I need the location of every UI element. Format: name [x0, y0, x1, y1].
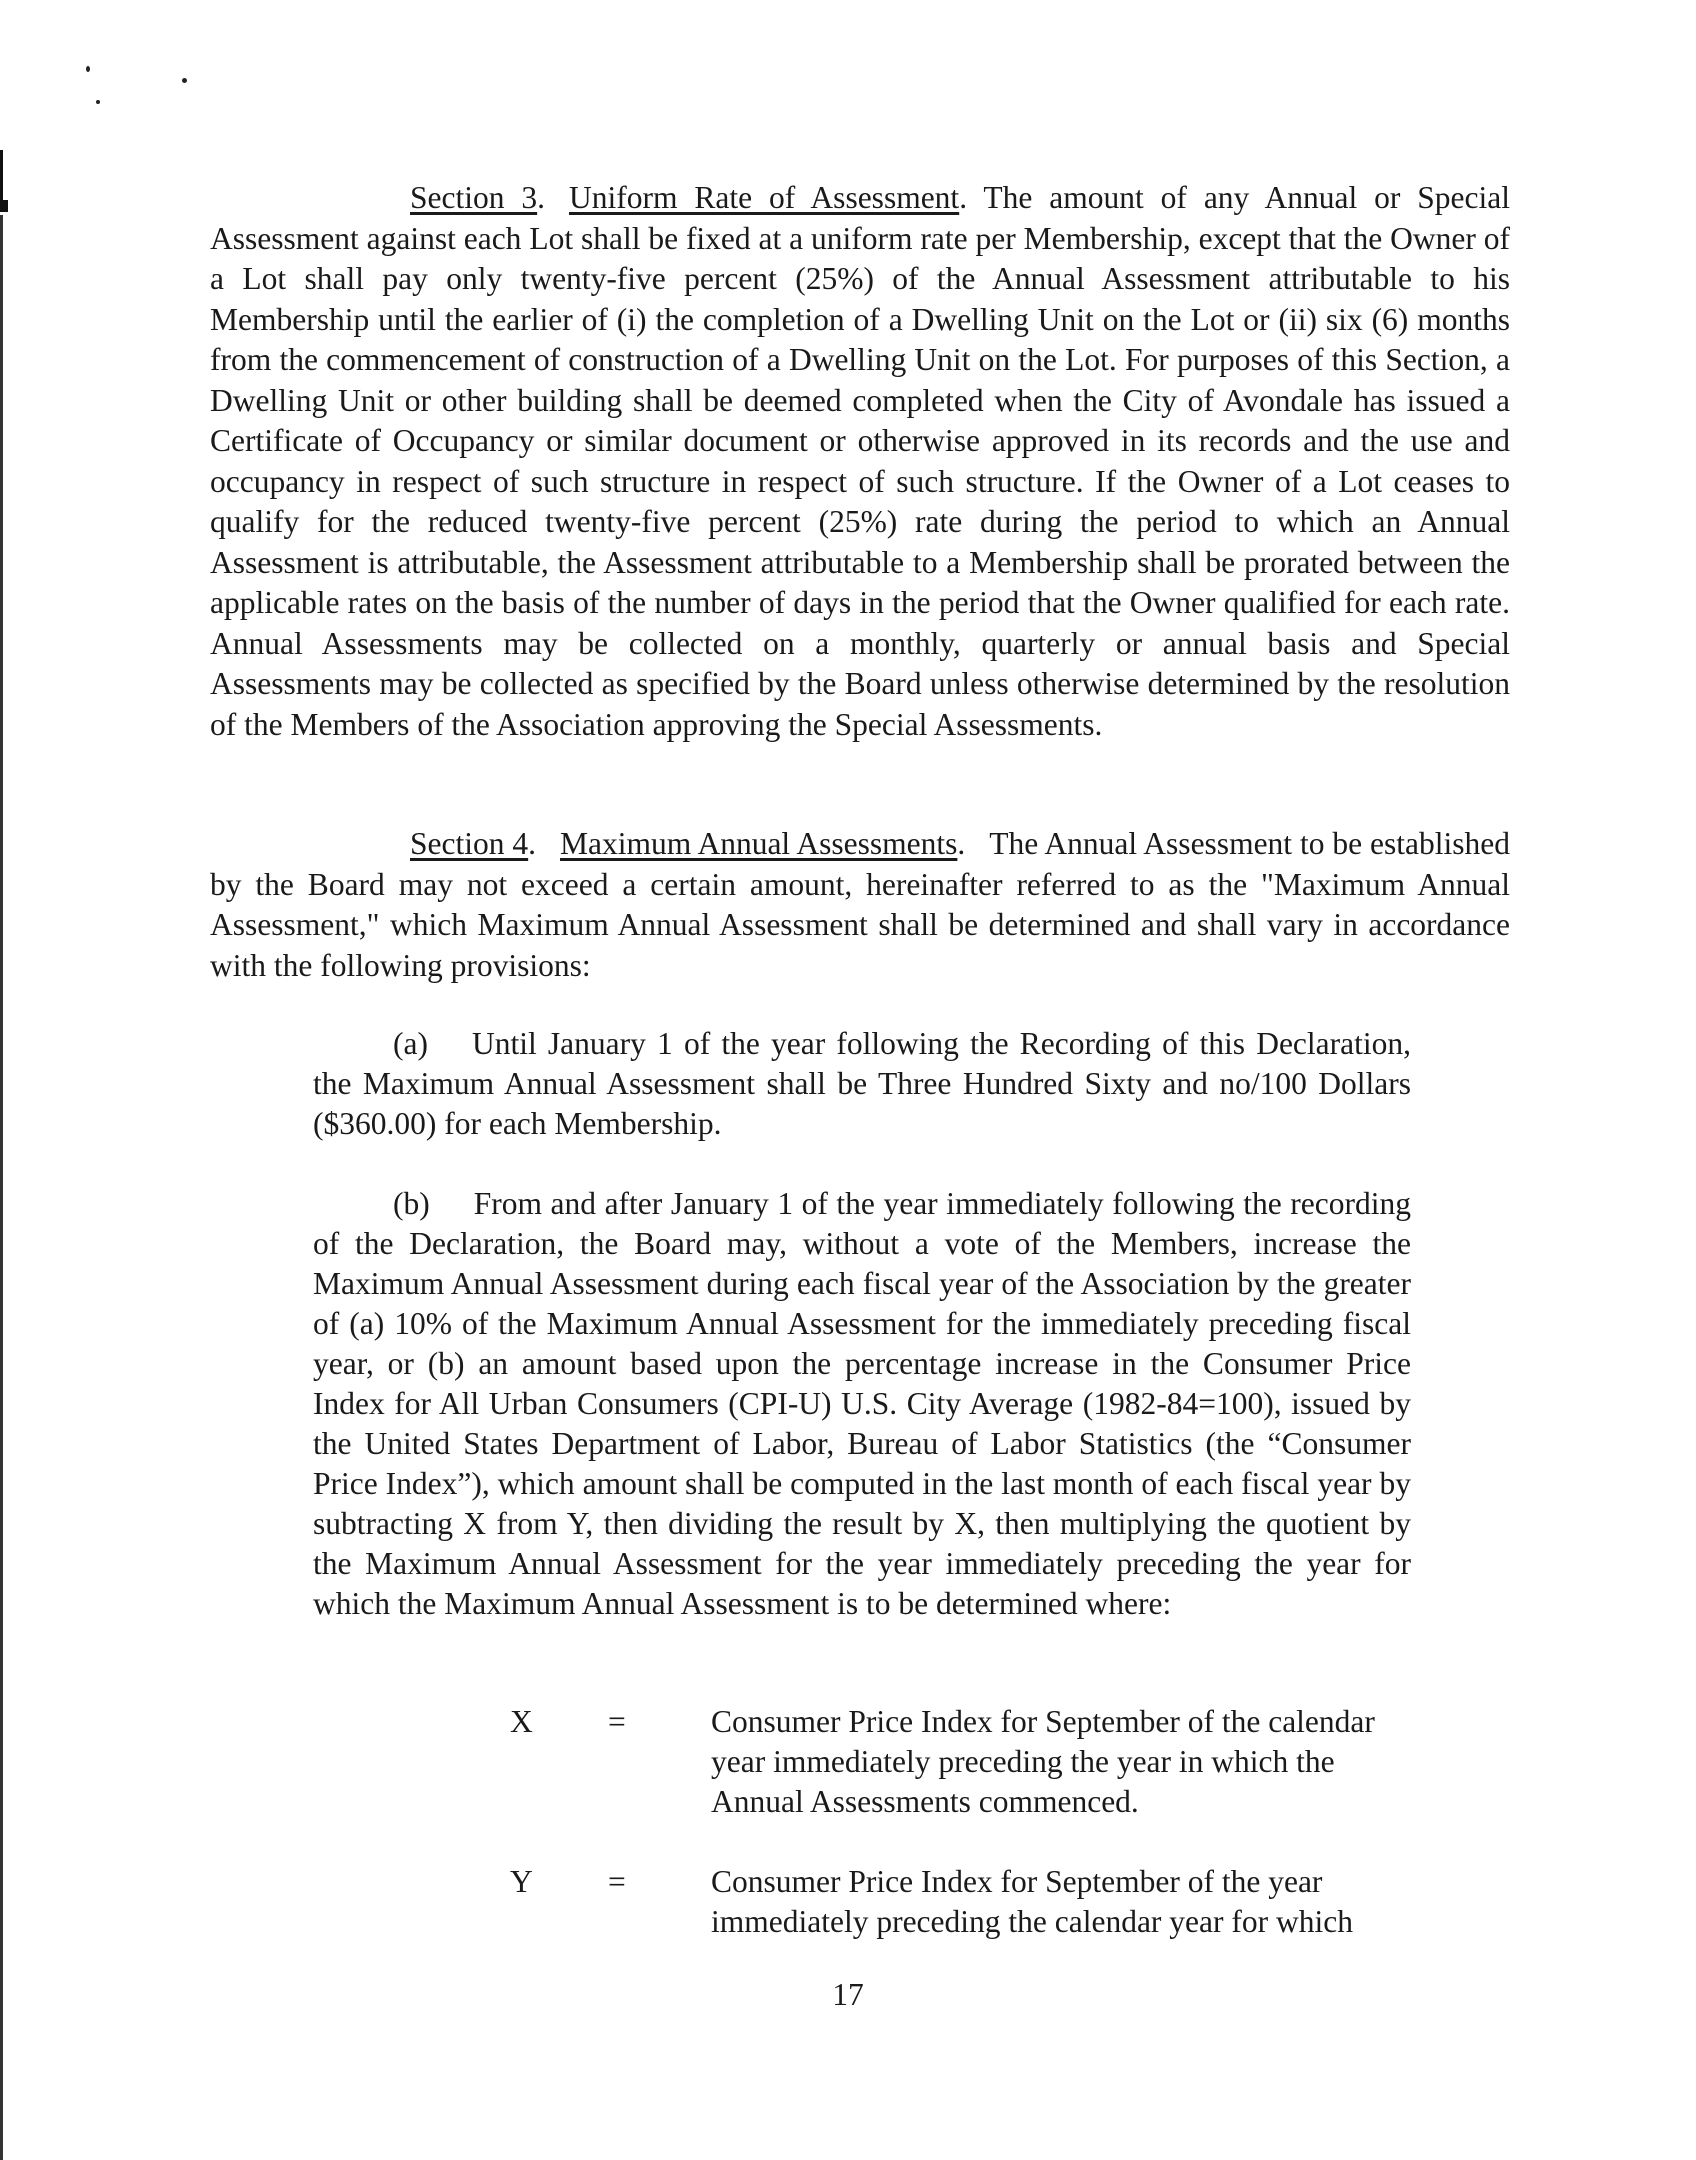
definition-y-equals: = [608, 1864, 626, 1899]
definition-x-text: Consumer Price Index for September of the calendar year immediately preceding the year in which the Annual Assessments commenced. [711, 1704, 1375, 1819]
scan-speck [86, 66, 90, 72]
section-4-heading: Section 4 [410, 826, 529, 861]
scan-speck [182, 78, 187, 83]
scan-speck [96, 100, 100, 104]
item-a-label: (a) [393, 1026, 428, 1061]
definition-x-variable: X [510, 1704, 533, 1739]
definition-y-text: Consumer Price Index for September of the year immediately preceding the calendar year for which [711, 1864, 1353, 1939]
section-3-paragraph: Section 3. Uniform Rate of Assessment. The amount of any Annual or Special Assessment against each Lot shall be fixed at a uniform rate per Membership, except that the Owner of a Lot shall pay only twenty-five percent (25%) of the Annual Assessment attributable to his Membership until the earlier of (i) the completion of a Dwelling Unit on the Lot or (ii) six (6) months from the commencement of construction of a Dwelling Unit on the Lot. For purposes of this Section, a Dwelling Unit or other building shall be deemed completed when the City of Avondale has issued a Certificate of Occupancy or similar document or otherwise approved in its records and the use and occupancy in respect of such structure in respect of such structure. If the Owner of a Lot ceases to qualify for the reduced twenty-five percent (25%) rate during the period to which an Annual Assessment is attributable, the Assessment attributable to a Membership shall be prorated between the applicable rates on the basis of the number of days in the period that the Owner qualified for each rate. Annual Assessments may be collected on a monthly, quarterly or annual basis and Special Assessments may be collected as specified by the Board unless otherwise determined by the resolution of the Members of the Association approving the Special Assessments. [210, 180, 1510, 742]
binding-edge-mark [0, 215, 3, 2160]
section-3-title: Uniform Rate of Assessment [569, 180, 960, 215]
section-3-body: The amount of any Annual or Special Assessment against each Lot shall be fixed at a uniform rate per Membership, except that the Owner of a Lot shall pay only twenty-five percent (25%) of the Annual Assessment attributable to his Membership until the earlier of (i) the completion of a Dwelling Unit on the Lot or (ii) six (6) months from the commencement of construction of a Dwelling Unit on the Lot. For purposes of this Section, a Dwelling Unit or other building shall be deemed completed when the City of Avondale has issued a Certificate of Occupancy or similar document or otherwise approved in its records and the use and occupancy in respect of such structure in respect of such structure. If the Owner of a Lot ceases to qualify for the reduced twenty-five percent (25%) rate during the period to which an Annual Assessment is attributable, the Assessment attributable to a Membership shall be prorated between the applicable rates on the basis of the number of days in the period that the Owner qualified for each rate. Annual Assessments may be collected on a monthly, quarterly or annual basis and Special Assessments may be collected as specified by the Board unless otherwise determined by the resolution of the Members of the Association approving the Special Assessments. [210, 180, 1510, 742]
section-4-title: Maximum Annual Assessments [560, 826, 958, 861]
definition-x-equals: = [608, 1704, 626, 1739]
binding-edge-mark [0, 200, 8, 212]
item-b-paragraph [313, 1184, 1411, 1624]
item-b-text: From and after January 1 of the year immediately following the recording of the Declaration, the Board may, without a vote of the Members, increase the Maximum Annual Assessment during each fiscal year of the Association by the greater of (a) 10% of the Maximum Annual Assessment for the immediately preceding fiscal year, or (b) an amount based upon the percentage increase in the Consumer Price Index for All Urban Consumers (CPI-U) U.S. City Average (1982-84=100), issued by the United States Department of Labor, Bureau of Labor Statistics (the “Consumer Price Index”), which amount shall be computed in the last month of each fiscal year by subtracting X from Y, then dividing the result by X, then multiplying the quotient by the Maximum Annual Assessment for the year immediately preceding the year for which the Maximum Annual Assessment is to be determined where: [313, 1186, 1411, 1621]
page-number: 17 [832, 1977, 864, 2012]
section-3-heading: Section 3 [410, 180, 538, 215]
definition-y-variable: Y [510, 1864, 533, 1899]
section-4-paragraph: Section 4. Maximum Annual Assessments. The Annual Assessment to be established by the Board may not exceed a certain amount, hereinafter referred to as the "Maximum Annual Assessment," which Maximum Annual Assessment shall be determined and shall vary in accordance with the following provisions: [210, 826, 1510, 983]
item-a-paragraph [313, 1024, 1411, 1144]
item-b-label: (b) [393, 1186, 430, 1221]
section-4-body: The Annual Assessment to be established by the Board may not exceed a certain amount, hereinafter referred to as the "Maximum Annual Assessment," which Maximum Annual Assessment shall be determined and shall vary in accordance with the following provisions: [210, 826, 1510, 983]
item-a-text: Until January 1 of the year following the Recording of this Declaration, the Maximum Annual Assessment shall be Three Hundred Sixty and no/100 Dollars ($360.00) for each Membership. [313, 1026, 1411, 1141]
